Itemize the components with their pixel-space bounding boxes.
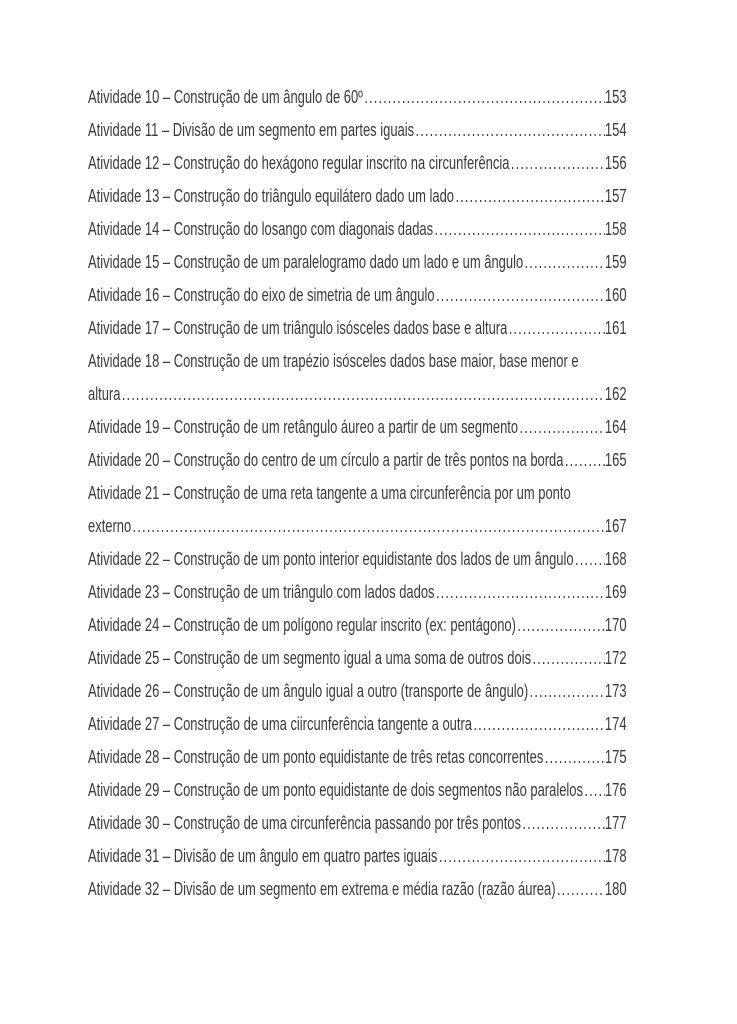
page-number: 168: [604, 549, 627, 569]
dot-leader: [120, 378, 605, 411]
toc-entry-text: Atividade 28 – Construção de um ponto equidistante de três retas concorrentes: [88, 747, 544, 767]
toc-entry-text: Atividade 32 – Divisão de um segmento em extrema e média razão (razão áurea): [88, 879, 556, 899]
toc-entry: [88, 246, 627, 279]
toc-entry-text: Atividade 15 – Construção de um paralelogramo dado um lado e um ângulo: [88, 252, 524, 272]
page-number: 161: [604, 318, 627, 338]
toc-entry-text: Atividade 19 – Construção de um retângulo áureo a partir de um segmento: [88, 417, 519, 437]
dot-leader: [454, 180, 605, 213]
dot-leader: [521, 807, 605, 840]
page-number: 159: [604, 252, 627, 272]
page-number: 180: [604, 879, 627, 899]
dot-leader: [563, 444, 604, 477]
toc-entry-text: Atividade 25 – Construção de um segmento igual a uma soma de outros dois: [88, 648, 532, 668]
dot-leader: [528, 675, 605, 708]
toc-entry-text: Atividade 13 – Construção do triângulo equilátero dado um lado: [88, 186, 455, 206]
dot-leader: [131, 510, 605, 543]
toc-entry: [88, 81, 627, 114]
toc-entry-text-continued: altura: [88, 384, 121, 404]
page-number: 160: [604, 285, 627, 305]
dot-leader: [472, 708, 605, 741]
toc-entry-text: Atividade 16 – Construção do eixo de simetria de um ângulo: [88, 285, 435, 305]
dot-leader: [509, 147, 604, 180]
dot-leader: [363, 81, 605, 114]
toc-entry: [88, 312, 627, 345]
page-number: 174: [604, 714, 627, 734]
dot-leader: [583, 774, 605, 807]
page-number: 158: [604, 219, 627, 239]
dot-leader: [414, 114, 605, 147]
toc-entry: [88, 807, 627, 840]
toc-entry: [88, 279, 627, 312]
page-number: 164: [604, 417, 627, 437]
toc-entry-text: Atividade 12 – Construção do hexágono regular inscrito na circunferência: [88, 153, 510, 173]
toc-entry: [88, 708, 627, 741]
toc-entry-text-continued: externo: [88, 516, 132, 536]
toc-entry: [88, 345, 627, 411]
page-number: 170: [604, 615, 627, 635]
page-number: 172: [604, 648, 627, 668]
page-number: 165: [604, 450, 627, 470]
toc-entry-text: Atividade 31 – Divisão de um ângulo em quatro partes iguais: [88, 846, 438, 866]
dot-leader: [433, 213, 605, 246]
page-number: 156: [604, 153, 627, 173]
dot-leader: [543, 741, 605, 774]
toc-entry: [88, 873, 627, 906]
toc-entry: [88, 477, 627, 543]
dot-leader: [437, 840, 605, 873]
toc-entry: [88, 213, 627, 246]
toc-entry: [88, 774, 627, 807]
toc-entry-text: Atividade 27 – Construção de uma ciircunferência tangente a outra: [88, 714, 473, 734]
page-number: 153: [604, 87, 627, 107]
dot-leader: [574, 543, 605, 576]
dot-leader: [556, 873, 605, 906]
toc-entry-text: Atividade 22 – Construção de um ponto interior equidistante dos lados de um ângulo: [88, 549, 574, 569]
page-number: 154: [604, 120, 627, 140]
page-number: 157: [604, 186, 627, 206]
toc-entry: [88, 741, 627, 774]
toc-entry-text: Atividade 29 – Construção de um ponto equidistante de dois segmentos não paralelos: [88, 780, 583, 800]
toc-entry-text: Atividade 14 – Construção do losango com diagonais dadas: [88, 219, 434, 239]
toc-entry-text: Atividade 18 – Construção de um trapézio isósceles dados base maior, base menor e: [88, 351, 579, 371]
page-number: 173: [604, 681, 627, 701]
toc-entry: [88, 675, 627, 708]
page-number: 162: [604, 384, 627, 404]
page-number: 177: [604, 813, 627, 833]
toc-entry-text: Atividade 23 – Construção de um triângulo com lados dados: [88, 582, 435, 602]
toc-entry-text: Atividade 17 – Construção de um triângulo isósceles dados base e altura: [88, 318, 508, 338]
toc-entry-text: Atividade 20 – Construção do centro de um círculo a partir de três pontos na borda: [88, 450, 564, 470]
dot-leader: [518, 411, 605, 444]
toc-entry-text: Atividade 24 – Construção de um polígono regular inscrito (ex: pentágono): [88, 615, 516, 635]
toc-entry: [88, 840, 627, 873]
toc-entry-text: Atividade 11 – Divisão de um segmento em partes iguais: [88, 120, 415, 140]
toc-entry: [88, 543, 627, 576]
toc-list: [88, 81, 627, 906]
toc-entry-text: Atividade 30 – Construção de uma circunferência passando por três pontos: [88, 813, 521, 833]
toc-entry: [88, 180, 627, 213]
toc-entry: [88, 444, 627, 477]
dot-leader: [435, 576, 605, 609]
page-number: 175: [604, 747, 627, 767]
toc-entry: [88, 576, 627, 609]
page-number: 169: [604, 582, 627, 602]
toc-entry-text: Atividade 10 – Construção de um ângulo de 60º: [88, 87, 363, 107]
dot-leader: [516, 609, 605, 642]
toc-entry: [88, 411, 627, 444]
page-number: 176: [604, 780, 627, 800]
toc-entry: [88, 147, 627, 180]
toc-entry-text: Atividade 21 – Construção de uma reta tangente a uma circunferência por um ponto: [88, 483, 571, 503]
toc-entry: [88, 642, 627, 675]
dot-leader: [507, 312, 605, 345]
page-number: 178: [604, 846, 627, 866]
toc-entry: [88, 609, 627, 642]
page-number: 167: [604, 516, 627, 536]
dot-leader: [523, 246, 605, 279]
toc-entry: [88, 114, 627, 147]
dot-leader: [531, 642, 605, 675]
toc-entry-text: Atividade 26 – Construção de um ângulo igual a outro (transporte de ângulo): [88, 681, 529, 701]
dot-leader: [435, 279, 605, 312]
